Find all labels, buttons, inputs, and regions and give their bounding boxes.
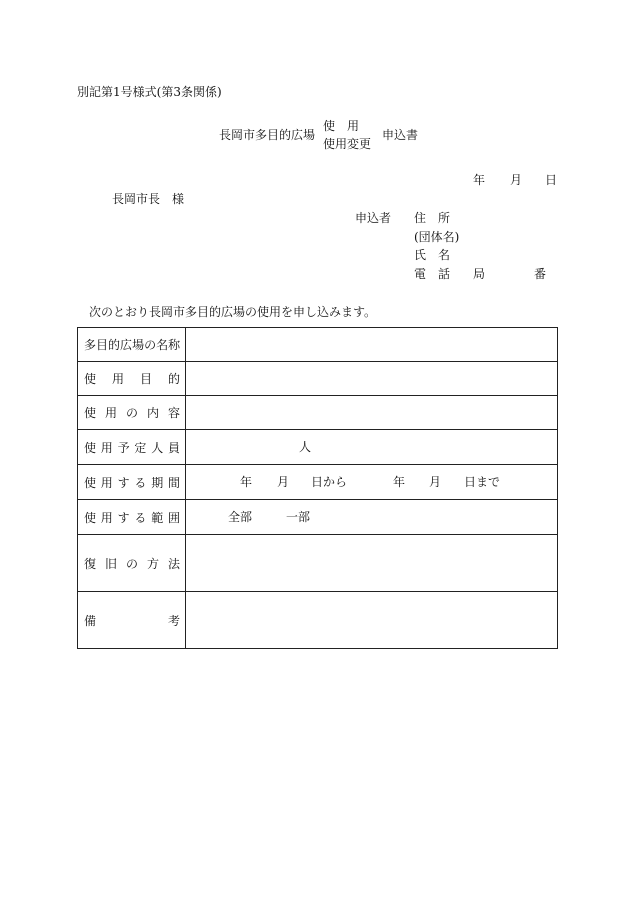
label-char: 称 [168, 338, 181, 352]
label-char: 人 [151, 440, 164, 455]
label-char: 使 [84, 510, 97, 525]
label-char: 員 [167, 440, 180, 455]
label-char: 的 [108, 338, 121, 352]
period-start-year: 年 [240, 475, 253, 489]
table-row [78, 396, 558, 430]
address-label: 住 所 [414, 211, 451, 225]
table-row [78, 500, 558, 535]
period-end-month: 月 [429, 475, 442, 489]
table-row [78, 362, 558, 396]
label-spread [78, 404, 185, 421]
label-char: 定 [134, 440, 147, 455]
label-spread [78, 509, 185, 526]
label-char: る [134, 475, 147, 490]
title-option-use: 使 用 [323, 119, 360, 133]
form-number: 別記第1号様式(第3条関係) [77, 85, 222, 99]
label-spread [78, 474, 185, 491]
period-field[interactable] [186, 465, 558, 500]
label-char: 容 [167, 406, 180, 420]
intro-text: 次のとおり長岡市多目的広場の使用を申し込みます。 [89, 305, 377, 319]
label-char: 備 [84, 613, 97, 628]
label-char: 用 [104, 406, 117, 420]
label-char: 期 [151, 475, 164, 490]
table-row [78, 328, 558, 362]
table-row [78, 430, 558, 465]
label-char: 内 [146, 406, 159, 420]
label-char: 方 [146, 556, 159, 571]
label-char: 使 [84, 440, 97, 455]
period-start-month: 月 [277, 475, 290, 489]
label-spread [78, 612, 185, 629]
row-label-remarks [78, 592, 186, 649]
label-char: す [117, 475, 130, 490]
name-label: 氏 名 [414, 248, 451, 262]
label-char: 使 [84, 372, 97, 386]
title-prefix: 長岡市多目的広場 [219, 128, 316, 142]
org-label: (団体名) [414, 230, 460, 244]
label-char: 用 [111, 372, 124, 386]
addressee: 長岡市長 様 [112, 192, 185, 206]
table-row [78, 535, 558, 592]
label-spread [78, 555, 185, 572]
facility-name-field[interactable] [186, 328, 558, 362]
label-char: 使 [84, 475, 97, 490]
label-char: 使 [84, 406, 97, 420]
row-label-scope [78, 500, 186, 535]
phone-exchange: 局 [473, 267, 486, 281]
label-char: 用 [100, 475, 113, 490]
title-option-change: 使用変更 [323, 137, 372, 151]
row-label-restore [78, 535, 186, 592]
phone-number: 番 [534, 267, 547, 281]
phone-label: 電 話 [414, 267, 451, 281]
restore-field[interactable] [186, 535, 558, 592]
scope-all-option[interactable]: 全部 [228, 510, 253, 524]
label-char: 予 [117, 440, 130, 455]
label-char: 広 [120, 338, 133, 352]
people-unit: 人 [299, 440, 312, 454]
label-char: 目 [96, 338, 109, 352]
row-label-people [78, 430, 186, 465]
row-label-facility-name [78, 328, 186, 362]
period-start-day: 日から [311, 475, 348, 489]
date-year: 年 [473, 173, 486, 187]
label-char: 多 [84, 338, 97, 352]
title-suffix: 申込書 [382, 128, 419, 142]
date-day: 日 [545, 173, 558, 187]
label-char: 的 [167, 372, 180, 386]
row-label-period [78, 465, 186, 500]
label-spread [78, 370, 185, 387]
label-char: の [125, 406, 138, 420]
label-char: の [125, 556, 138, 571]
period-end-day: 日まで [464, 475, 501, 489]
table-row [78, 465, 558, 500]
table-row [78, 592, 558, 649]
row-label-content [78, 396, 186, 430]
label-spread [78, 439, 185, 456]
label-spread [78, 336, 185, 353]
label-char: 範 [151, 510, 164, 525]
label-char: す [117, 510, 130, 525]
label-char: 囲 [167, 510, 180, 525]
label-char: 用 [100, 510, 113, 525]
label-char: 考 [167, 613, 180, 628]
date-month: 月 [510, 173, 523, 187]
row-label-purpose [78, 362, 186, 396]
period-end-year: 年 [393, 475, 406, 489]
purpose-field[interactable] [186, 362, 558, 396]
content-field[interactable] [186, 396, 558, 430]
remarks-field[interactable] [186, 592, 558, 649]
applicant-label: 申込者 [355, 211, 392, 225]
label-char: る [134, 510, 147, 525]
label-char: 旧 [104, 556, 117, 571]
label-char: 場 [132, 338, 145, 352]
people-field[interactable] [186, 430, 558, 465]
scope-part-option[interactable]: 一部 [286, 510, 311, 524]
label-char: 目 [139, 372, 152, 386]
label-char: 間 [167, 475, 180, 490]
label-char: 復 [84, 556, 97, 571]
label-char: 用 [100, 440, 113, 455]
label-char: の [144, 338, 157, 352]
label-char: 法 [167, 556, 180, 571]
scope-field[interactable] [186, 500, 558, 535]
label-char: 名 [156, 338, 169, 352]
application-table [77, 327, 558, 649]
